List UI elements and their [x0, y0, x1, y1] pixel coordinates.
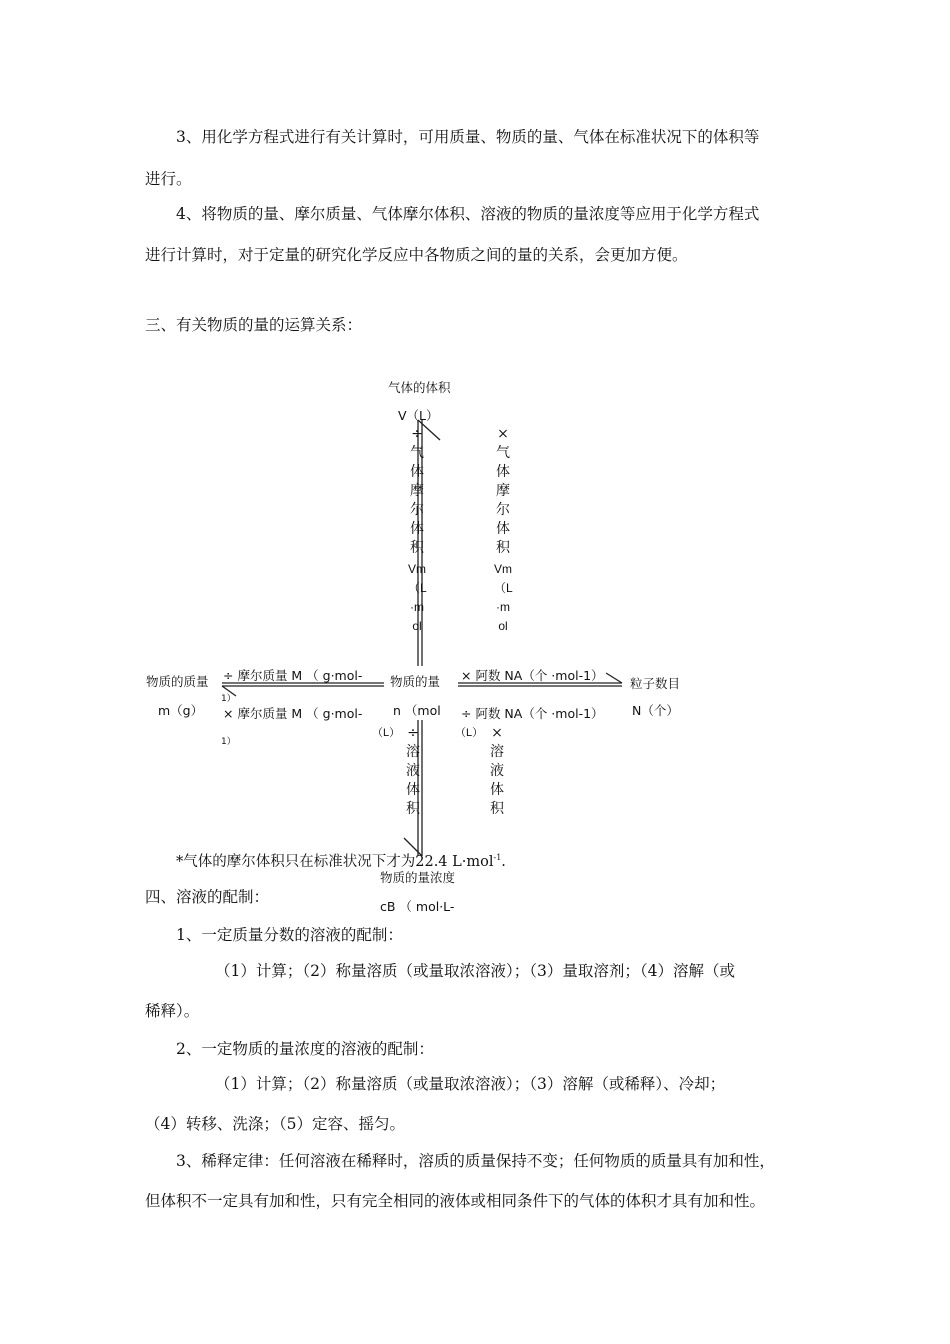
section-4-item-2: 2、一定物质的量浓度的溶液的配制： — [176, 1040, 434, 1058]
note-molar-volume: *气体的摩尔体积只在标准状况下才为22.4 L·mol$^{-1}$. — [176, 853, 506, 870]
label-molar-mass-overflow: 1） — [221, 694, 236, 704]
node-amount-unit: n （mol — [393, 703, 441, 718]
paragraph-4-line-2: 进行计算时，对于定量的研究化学反应中各物质之间的量的关系，会更加方便。 — [145, 246, 688, 264]
label-divide-molar-mass: ÷ 摩尔质量 M （ g·mol- — [223, 668, 363, 683]
paragraph-3-line-2: 进行。 — [145, 170, 192, 188]
label-multiply-avogadro: × 阿数 NA（个 ·mol-1） — [461, 668, 604, 683]
node-concentration-unit: cB （ mol·L- — [380, 899, 455, 914]
node-particles-unit: N（个） — [632, 703, 679, 718]
label-divide-solution-volume: ÷溶液体积 — [406, 725, 420, 817]
arrow-head-particle — [606, 673, 622, 683]
paragraph-3-line-1: 3、用化学方程式进行有关计算时，可用质量、物质的量、气体在标准状况下的体积等 — [176, 128, 760, 146]
section-4-item-2-steps-line-2: （4）转移、洗涤；（5）定容、摇匀。 — [145, 1115, 405, 1133]
label-multiply-solution-volume: ×溶液体积 — [490, 725, 504, 817]
node-mass-title: 物质的质量 — [146, 674, 209, 689]
section-4-item-3-line-2: 但体积不一定具有加和性，只有完全相同的液体或相同条件下的气体的体积才具有加和性。 — [145, 1192, 766, 1210]
label-divide-solution-volume-unit: （L） — [372, 727, 401, 739]
node-mass-unit: m（g） — [158, 703, 204, 718]
label-multiply-molar-volume: ×气体摩尔体积 — [496, 426, 510, 556]
label-multiply-molar-mass: × 摩尔质量 M （ g·mol- — [223, 706, 363, 721]
label-divide-molar-volume: ÷气体摩尔体积 — [410, 426, 424, 556]
node-amount-title: 物质的量 — [390, 674, 441, 689]
section-4-item-1-steps-line-2: 稀释）。 — [145, 1002, 200, 1020]
label-divide-avogadro: ÷ 阿数 NA（个 ·mol-1） — [461, 706, 604, 721]
label-multiply-solution-volume-unit: （L） — [455, 727, 484, 739]
section-4-heading: 四、溶液的配制： — [145, 888, 270, 906]
label-molar-mass-overflow-2: 1） — [221, 737, 236, 747]
section-3-heading: 三、有关物质的量的运算关系： — [145, 316, 363, 334]
section-4-item-1-steps-line-1: （1）计算；（2）称量溶质（或量取浓溶液）；（3）量取溶剂；（4）溶解（或 — [215, 962, 735, 980]
section-4-item-1: 1、一定质量分数的溶液的配制： — [176, 926, 403, 944]
node-gas-volume-title: 气体的体积 — [388, 380, 451, 395]
section-4-item-2-steps-line-1: （1）计算；（2）称量溶质（或量取浓溶液）；（3）溶解（或稀释）、冷却； — [215, 1075, 726, 1093]
node-gas-volume-unit: V（L） — [398, 408, 439, 423]
paragraph-4-line-1: 4、将物质的量、摩尔质量、气体摩尔体积、溶液的物质的量浓度等应用于化学方程式 — [176, 205, 760, 223]
label-multiply-molar-volume-unit: Vm（L·mol — [494, 562, 513, 633]
section-4-item-3-line-1: 3、稀释定律：任何溶液在稀释时，溶质的质量保持不变；任何物质的质量具有加和性， — [176, 1152, 775, 1170]
node-concentration-title: 物质的量浓度 — [380, 870, 456, 885]
node-particles-title: 粒子数目 — [630, 676, 681, 691]
label-divide-molar-volume-unit: Vm（L·mol — [408, 562, 427, 633]
